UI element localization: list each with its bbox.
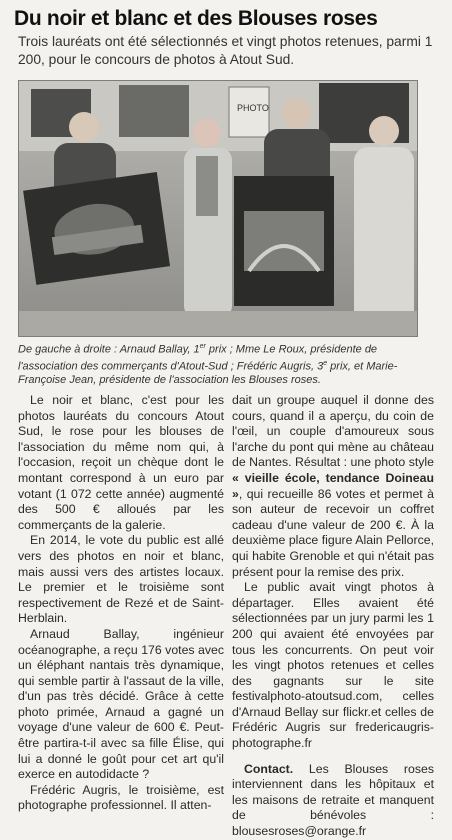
paragraph — [232, 393, 434, 580]
wall-sign: PHOTO — [237, 103, 269, 113]
contact-text: Les Blouses roses interviennent dans les hôpitaux et les maisons de retraite et manquent de bénévoles : blousesroses@orange.fr — [232, 761, 434, 839]
caption-part3: prix, et Marie-Françoise Jean, présidente de l'association les Blouses roses. — [18, 360, 398, 387]
article-column-2 — [232, 393, 434, 840]
paragraph: Arnaud Ballay, ingénieur océanographe, a reçu 176 votes avec un éléphant nantais très dynamique, qui semble partir à l'assaut de la ville, d'un pas très décidé. Grâce à cette photo primée, Arnaud a gagné un voyage d'une valeur de 600 €. Peut-être partira-t-il avec sa fille Élise, qui lui a donné le goût pour cet art qu'il exerce en autodidacte ? — [18, 626, 224, 782]
photo-caption — [18, 340, 422, 387]
paragraph: Le noir et blanc, c'est pour les photos lauréats du concours Atout Sud, le rose pour les blouses de l'association du même nom qui, à l'occasion, reçoit un chèque dont le montant correspond à un euro par votant (1 072 cette année) augmenté des 500 € alloués par les commerçants de la galerie. — [18, 393, 224, 532]
article-column-1 — [18, 393, 224, 814]
article-photo — [18, 80, 418, 337]
caption-sup2: e — [323, 359, 328, 367]
photo-illustration — [19, 81, 417, 336]
paragraph-text: , qui recueille 86 votes et permet à son auteur de recevoir un coffret cadeau d'une valeur de 200 €. À la deuxième place figure Alain Pellorce, qui habite Grenoble et qui n'était pas présent pour la remise des prix. — [232, 486, 434, 579]
paragraph-text: dait un groupe auquel il donne des cours, quand il a aperçu, du coin de l'œil, un couple d'amoureux sous l'arche du pont qui mène au château de Nantes. Résultat : une photo style — [232, 393, 434, 470]
paragraph: Le public avait vingt photos à départager. Elles avaient été sélectionnées par un jury parmi les 1 200 qui avaient été envoyées par tous les concurrents. On peut voir les vingt photos retenues et celles des gagnants sur le site festivalphoto-atoutsud.com, celles d'Arnaud Bellay sur flickr.et celles de Frédéric Augris sur fredericaugris-photographe.fr — [232, 580, 434, 751]
contact-label: Contact. — [244, 761, 294, 776]
paragraph: En 2014, le vote du public est allé vers des photos en noir et blanc, mais aussi vers des artistes locaux. Le premier et le troisième sont respectivement de Rezé et de Saint-Herblain. — [18, 533, 224, 626]
contact-paragraph — [232, 762, 434, 840]
article-title: Du noir et blanc et des Blouses roses — [14, 7, 378, 30]
person-4 — [354, 116, 414, 336]
prize-photo-elephant — [23, 172, 170, 285]
prize-photo-bridge — [234, 176, 334, 306]
photo-style-quote: « vieille école, tendance Doineau » — [232, 470, 434, 501]
paragraph: Frédéric Augris, le troisième, est photographe professionnel. Il atten- — [18, 782, 224, 813]
caption-part2: prix ; Mme Le Roux, présidente de l'association des commerçants d'Atout-Sud ; Frédéric Augris, 3 — [18, 343, 378, 373]
article-lead: Trois lauréats ont été sélectionnés et vingt photos retenues, parmi 1 200, pour le concours de photos à Atout Sud. — [18, 34, 433, 67]
caption-part1: De gauche à droite : Arnaud Ballay, 1 — [18, 343, 200, 356]
caption-sup1: er — [199, 343, 206, 350]
